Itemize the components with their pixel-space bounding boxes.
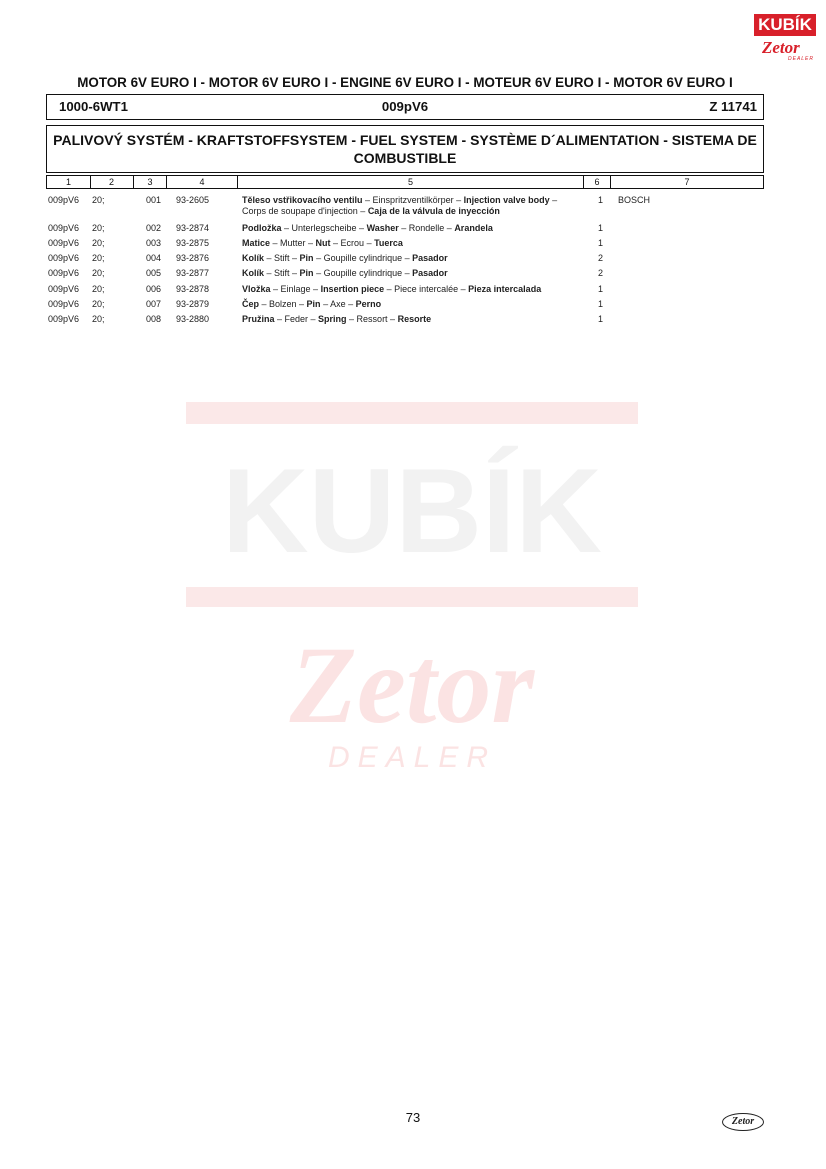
- cell-model: 009pV6: [48, 238, 80, 248]
- watermark-band-bottom: [186, 587, 638, 607]
- cell-position: 005: [146, 268, 162, 278]
- cell-model: 009pV6: [48, 284, 80, 294]
- column-header-7: 7: [611, 175, 764, 189]
- kubik-zetor-watermark: [186, 402, 638, 782]
- zetor-footer-logo: Zetor: [722, 1113, 764, 1131]
- desc-fr: – Axe –: [320, 299, 356, 309]
- desc-de: – Stift –: [264, 253, 300, 263]
- cell-position: 007: [146, 299, 162, 309]
- cell-position: 001: [146, 195, 162, 205]
- desc-es: Tuerca: [374, 238, 403, 248]
- desc-es: Perno: [355, 299, 382, 309]
- cell-model: 009pV6: [48, 314, 80, 324]
- engine-header: MOTOR 6V EURO I - MOTOR 6V EURO I - ENGINE 6V EURO I - MOTEUR 6V EURO I - MOTOR 6V EURO I: [77, 75, 733, 90]
- page-number: 73: [405, 1110, 421, 1125]
- cell-quantity: 1: [598, 284, 604, 294]
- desc-de: – Bolzen –: [259, 299, 307, 309]
- desc-es: Caja de la válvula de inyección: [367, 206, 500, 216]
- cell-group: 20;: [92, 284, 105, 294]
- column-header-2: 2: [90, 175, 134, 189]
- cell-model: 009pV6: [48, 268, 80, 278]
- desc-fr: – Ressort –: [346, 314, 398, 324]
- cell-group: 20;: [92, 268, 105, 278]
- desc-cz: Pružina: [242, 314, 275, 324]
- cell-group: 20;: [92, 238, 105, 248]
- desc-cz: Čep: [242, 299, 260, 309]
- watermark-zetor: Zetor: [289, 624, 535, 746]
- column-header-6: 6: [584, 175, 611, 189]
- desc-en: Pin: [299, 253, 314, 263]
- cell-quantity: 2: [598, 268, 604, 278]
- id-bar: [46, 94, 764, 120]
- column-header-5: 5: [238, 175, 584, 189]
- cell-position: 006: [146, 284, 162, 294]
- column-header-4: 4: [167, 175, 238, 189]
- cell-quantity: 1: [598, 314, 604, 324]
- cell-description: [242, 299, 582, 310]
- cell-group: 20;: [92, 223, 105, 233]
- cell-part-number: 93-2876: [176, 253, 210, 263]
- cell-group: 20;: [92, 314, 105, 324]
- column-header-3: 3: [134, 175, 167, 189]
- desc-es: Arandela: [454, 223, 493, 233]
- column-header-1: 1: [46, 175, 91, 189]
- desc-de: – Einlage –: [270, 284, 321, 294]
- desc-en: Nut: [315, 238, 331, 248]
- desc-en: Pin: [299, 268, 314, 278]
- cell-quantity: 2: [598, 253, 604, 263]
- cell-description: [242, 314, 582, 325]
- cell-note: BOSCH: [618, 195, 651, 205]
- cell-group: 20;: [92, 253, 105, 263]
- desc-fr: – Ecrou –: [330, 238, 375, 248]
- cell-model: 009pV6: [48, 253, 80, 263]
- cell-description: [242, 195, 582, 217]
- desc-en: Washer: [366, 223, 399, 233]
- cell-quantity: 1: [598, 223, 604, 233]
- cell-quantity: 1: [598, 195, 604, 205]
- desc-fr: – Goupille cylindrique –: [313, 253, 413, 263]
- cell-description: [242, 284, 582, 295]
- cell-position: 003: [146, 238, 162, 248]
- cell-description: [242, 268, 582, 279]
- desc-en: Insertion piece: [320, 284, 385, 294]
- cell-description: [242, 238, 582, 249]
- cell-quantity: 1: [598, 299, 604, 309]
- desc-fr: – Goupille cylindrique –: [313, 268, 413, 278]
- desc-de: – Feder –: [274, 314, 319, 324]
- cell-part-number: 93-2875: [176, 238, 210, 248]
- desc-cz: Těleso vstřikovacího ventilu: [242, 195, 363, 205]
- section-title: PALIVOVÝ SYSTÉM - KRAFTSTOFFSYSTEM - FUEL SYSTEM - SYSTÈME D´ALIMENTATION - SISTEMA DE COMBUSTIBLE: [53, 132, 757, 166]
- watermark-kubik: KUBÍK: [222, 444, 602, 578]
- desc-fr: – Corps de soupape d'injection –: [242, 195, 558, 216]
- cell-model: 009pV6: [48, 299, 80, 309]
- cell-description: [242, 253, 582, 264]
- desc-de: – Unterlegscheibe –: [281, 223, 367, 233]
- desc-es: Pieza intercalada: [468, 284, 542, 294]
- cell-part-number: 93-2879: [176, 299, 210, 309]
- desc-cz: Kolík: [242, 268, 265, 278]
- cell-model: 009pV6: [48, 195, 80, 205]
- desc-cz: Matice: [242, 238, 271, 248]
- desc-fr: – Piece intercalée –: [384, 284, 469, 294]
- desc-cz: Kolík: [242, 253, 265, 263]
- desc-en: Spring: [318, 314, 347, 324]
- cell-position: 008: [146, 314, 162, 324]
- section-title-box: [46, 125, 764, 173]
- desc-es: Resorte: [397, 314, 432, 324]
- desc-de: – Mutter –: [270, 238, 316, 248]
- cell-model: 009pV6: [48, 223, 80, 233]
- dealer-logo-text: DEALER: [788, 56, 815, 62]
- cell-part-number: 93-2878: [176, 284, 210, 294]
- watermark-dealer: DEALER: [327, 741, 497, 774]
- model-code: 009pV6: [381, 99, 429, 114]
- cell-description: [242, 223, 582, 234]
- kubik-logo-text: KUBÍK: [754, 14, 816, 36]
- cell-position: 004: [146, 253, 162, 263]
- desc-fr: – Rondelle –: [398, 223, 455, 233]
- desc-en: Pin: [306, 299, 321, 309]
- cell-position: 002: [146, 223, 162, 233]
- desc-cz: Podložka: [242, 223, 282, 233]
- desc-de: – Stift –: [264, 268, 300, 278]
- catalog-code: Z 11741: [709, 99, 757, 114]
- cell-part-number: 93-2877: [176, 268, 210, 278]
- desc-es: Pasador: [412, 253, 448, 263]
- cell-part-number: 93-2880: [176, 314, 210, 324]
- desc-de: – Einspritzventilkörper –: [362, 195, 464, 205]
- cell-group: 20;: [92, 299, 105, 309]
- desc-en: Injection valve body: [463, 195, 550, 205]
- cell-part-number: 93-2605: [176, 195, 210, 205]
- kubik-zetor-logo: [754, 14, 816, 64]
- cell-group: 20;: [92, 195, 105, 205]
- model-number: 1000-6WT1: [59, 99, 128, 114]
- desc-cz: Vložka: [242, 284, 271, 294]
- zetor-logo-text: Zetor: [762, 38, 800, 57]
- cell-part-number: 93-2874: [176, 223, 210, 233]
- desc-es: Pasador: [412, 268, 448, 278]
- cell-quantity: 1: [598, 238, 604, 248]
- watermark-band-top: [186, 402, 638, 424]
